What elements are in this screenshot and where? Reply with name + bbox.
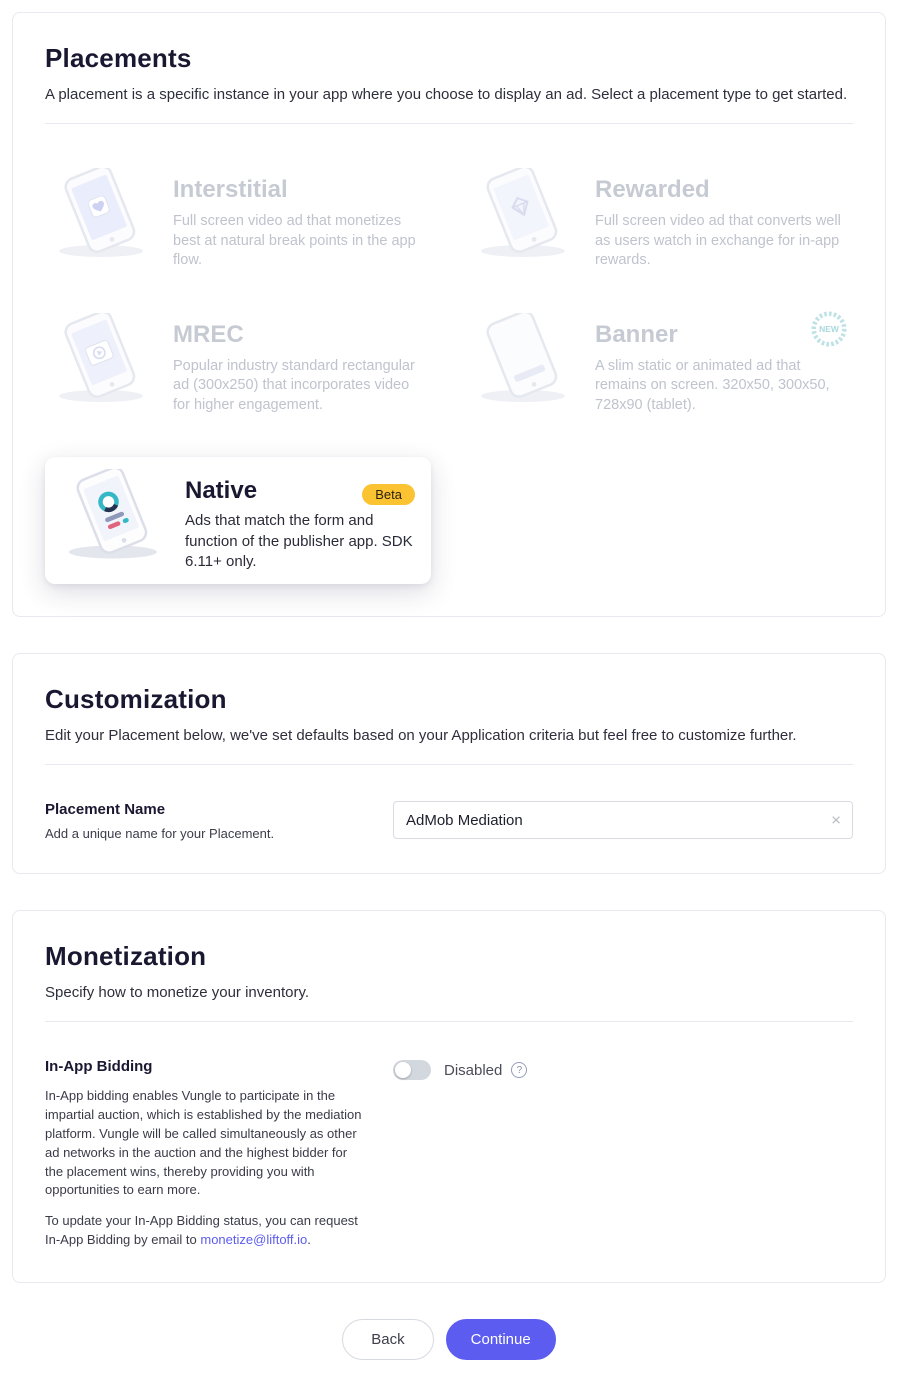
- help-icon[interactable]: ?: [511, 1062, 527, 1078]
- placement-type-description: A slim static or animated ad that remains on screen. 320x50, 300x50, 728x90 (tablet).: [595, 357, 830, 413]
- placement-type-title: Interstitial: [173, 176, 288, 203]
- svg-text:NEW: NEW: [819, 323, 839, 334]
- monetization-subtitle: Specify how to monetize your inventory.: [45, 984, 310, 1002]
- placement-type-description: Popular industry standard rectangular ad (300x250) that incorporates video for higher engagement.: [173, 357, 415, 413]
- placement-name-input[interactable]: [393, 801, 853, 839]
- placement-name-row: [45, 801, 853, 841]
- customization-divider: [45, 764, 853, 765]
- placements-card: [12, 12, 886, 617]
- in-app-bidding-status: Disabled: [444, 1061, 503, 1079]
- placement-type-title: MREC: [173, 320, 244, 348]
- native-phone-icon: [57, 469, 169, 561]
- placement-type-title: Rewarded: [595, 176, 710, 203]
- monetization-divider: [45, 1021, 853, 1022]
- new-badge: [809, 309, 849, 349]
- placement-name-helper: Add a unique name for your Placement.: [45, 826, 275, 842]
- monetization-card: [12, 910, 886, 1283]
- placement-type-banner[interactable]: [467, 313, 853, 416]
- placement-name-label: Placement Name: [45, 801, 166, 819]
- placement-type-description: Ads that match the form and function of the publisher app. SDK 6.11+ only.: [185, 512, 413, 570]
- rewarded-phone-icon: [467, 168, 579, 260]
- placement-type-native[interactable]: [45, 457, 431, 584]
- placements-subtitle: A placement is a specific instance in your app where you choose to display an ad. Select a placement type to get started.: [45, 86, 848, 103]
- mrec-phone-icon: [45, 313, 157, 405]
- in-app-bidding-row: [45, 1058, 853, 1250]
- continue-button[interactable]: Continue: [446, 1319, 556, 1360]
- placement-type-mrec[interactable]: [45, 313, 431, 416]
- placements-divider: [45, 123, 853, 124]
- customization-subtitle: Edit your Placement below, we've set defaults based on your Application criteria but feel free to customize further.: [45, 727, 797, 745]
- customization-title: Customization: [45, 684, 227, 715]
- back-button[interactable]: Back: [342, 1319, 433, 1360]
- monetize-email-link[interactable]: monetize@liftoff.io: [200, 1232, 308, 1248]
- customization-card: [12, 653, 886, 874]
- footer: [12, 1319, 886, 1360]
- update-text-suffix: .: [307, 1232, 311, 1248]
- in-app-bidding-update-text: [45, 1212, 363, 1250]
- placement-type-interstitial[interactable]: [45, 168, 431, 271]
- in-app-bidding-description: In-App bidding enables Vungle to participate in the impartial auction, which is established by the mediation platform. Vungle will be called simultaneously as other ad networks in the auction and the highest bidder for the placement wins, thereby providing you with opportunities to earn more.: [45, 1088, 362, 1198]
- placement-type-title: Banner: [595, 320, 678, 348]
- placement-type-rewarded[interactable]: [467, 168, 853, 271]
- monetization-title: Monetization: [45, 941, 207, 972]
- in-app-bidding-label: In-App Bidding: [45, 1058, 153, 1076]
- placement-type-grid: [45, 168, 853, 584]
- clear-input-icon[interactable]: ×: [831, 810, 841, 830]
- placement-type-description: Full screen video ad that monetizes best at natural break points in the app flow.: [173, 213, 416, 269]
- update-text-body: To update your In-App Bidding status, you can request In-App Bidding by email to: [45, 1213, 358, 1248]
- in-app-bidding-toggle[interactable]: [393, 1060, 431, 1080]
- banner-phone-icon: [467, 313, 579, 405]
- placements-title: Placements: [45, 43, 192, 73]
- placement-type-title: Native: [185, 477, 258, 505]
- beta-badge: Beta: [362, 484, 415, 505]
- interstitial-phone-icon: [45, 168, 157, 260]
- toggle-knob: [395, 1062, 411, 1078]
- placement-type-description: Full screen video ad that converts well as users watch in exchange for in-app rewards.: [595, 213, 841, 269]
